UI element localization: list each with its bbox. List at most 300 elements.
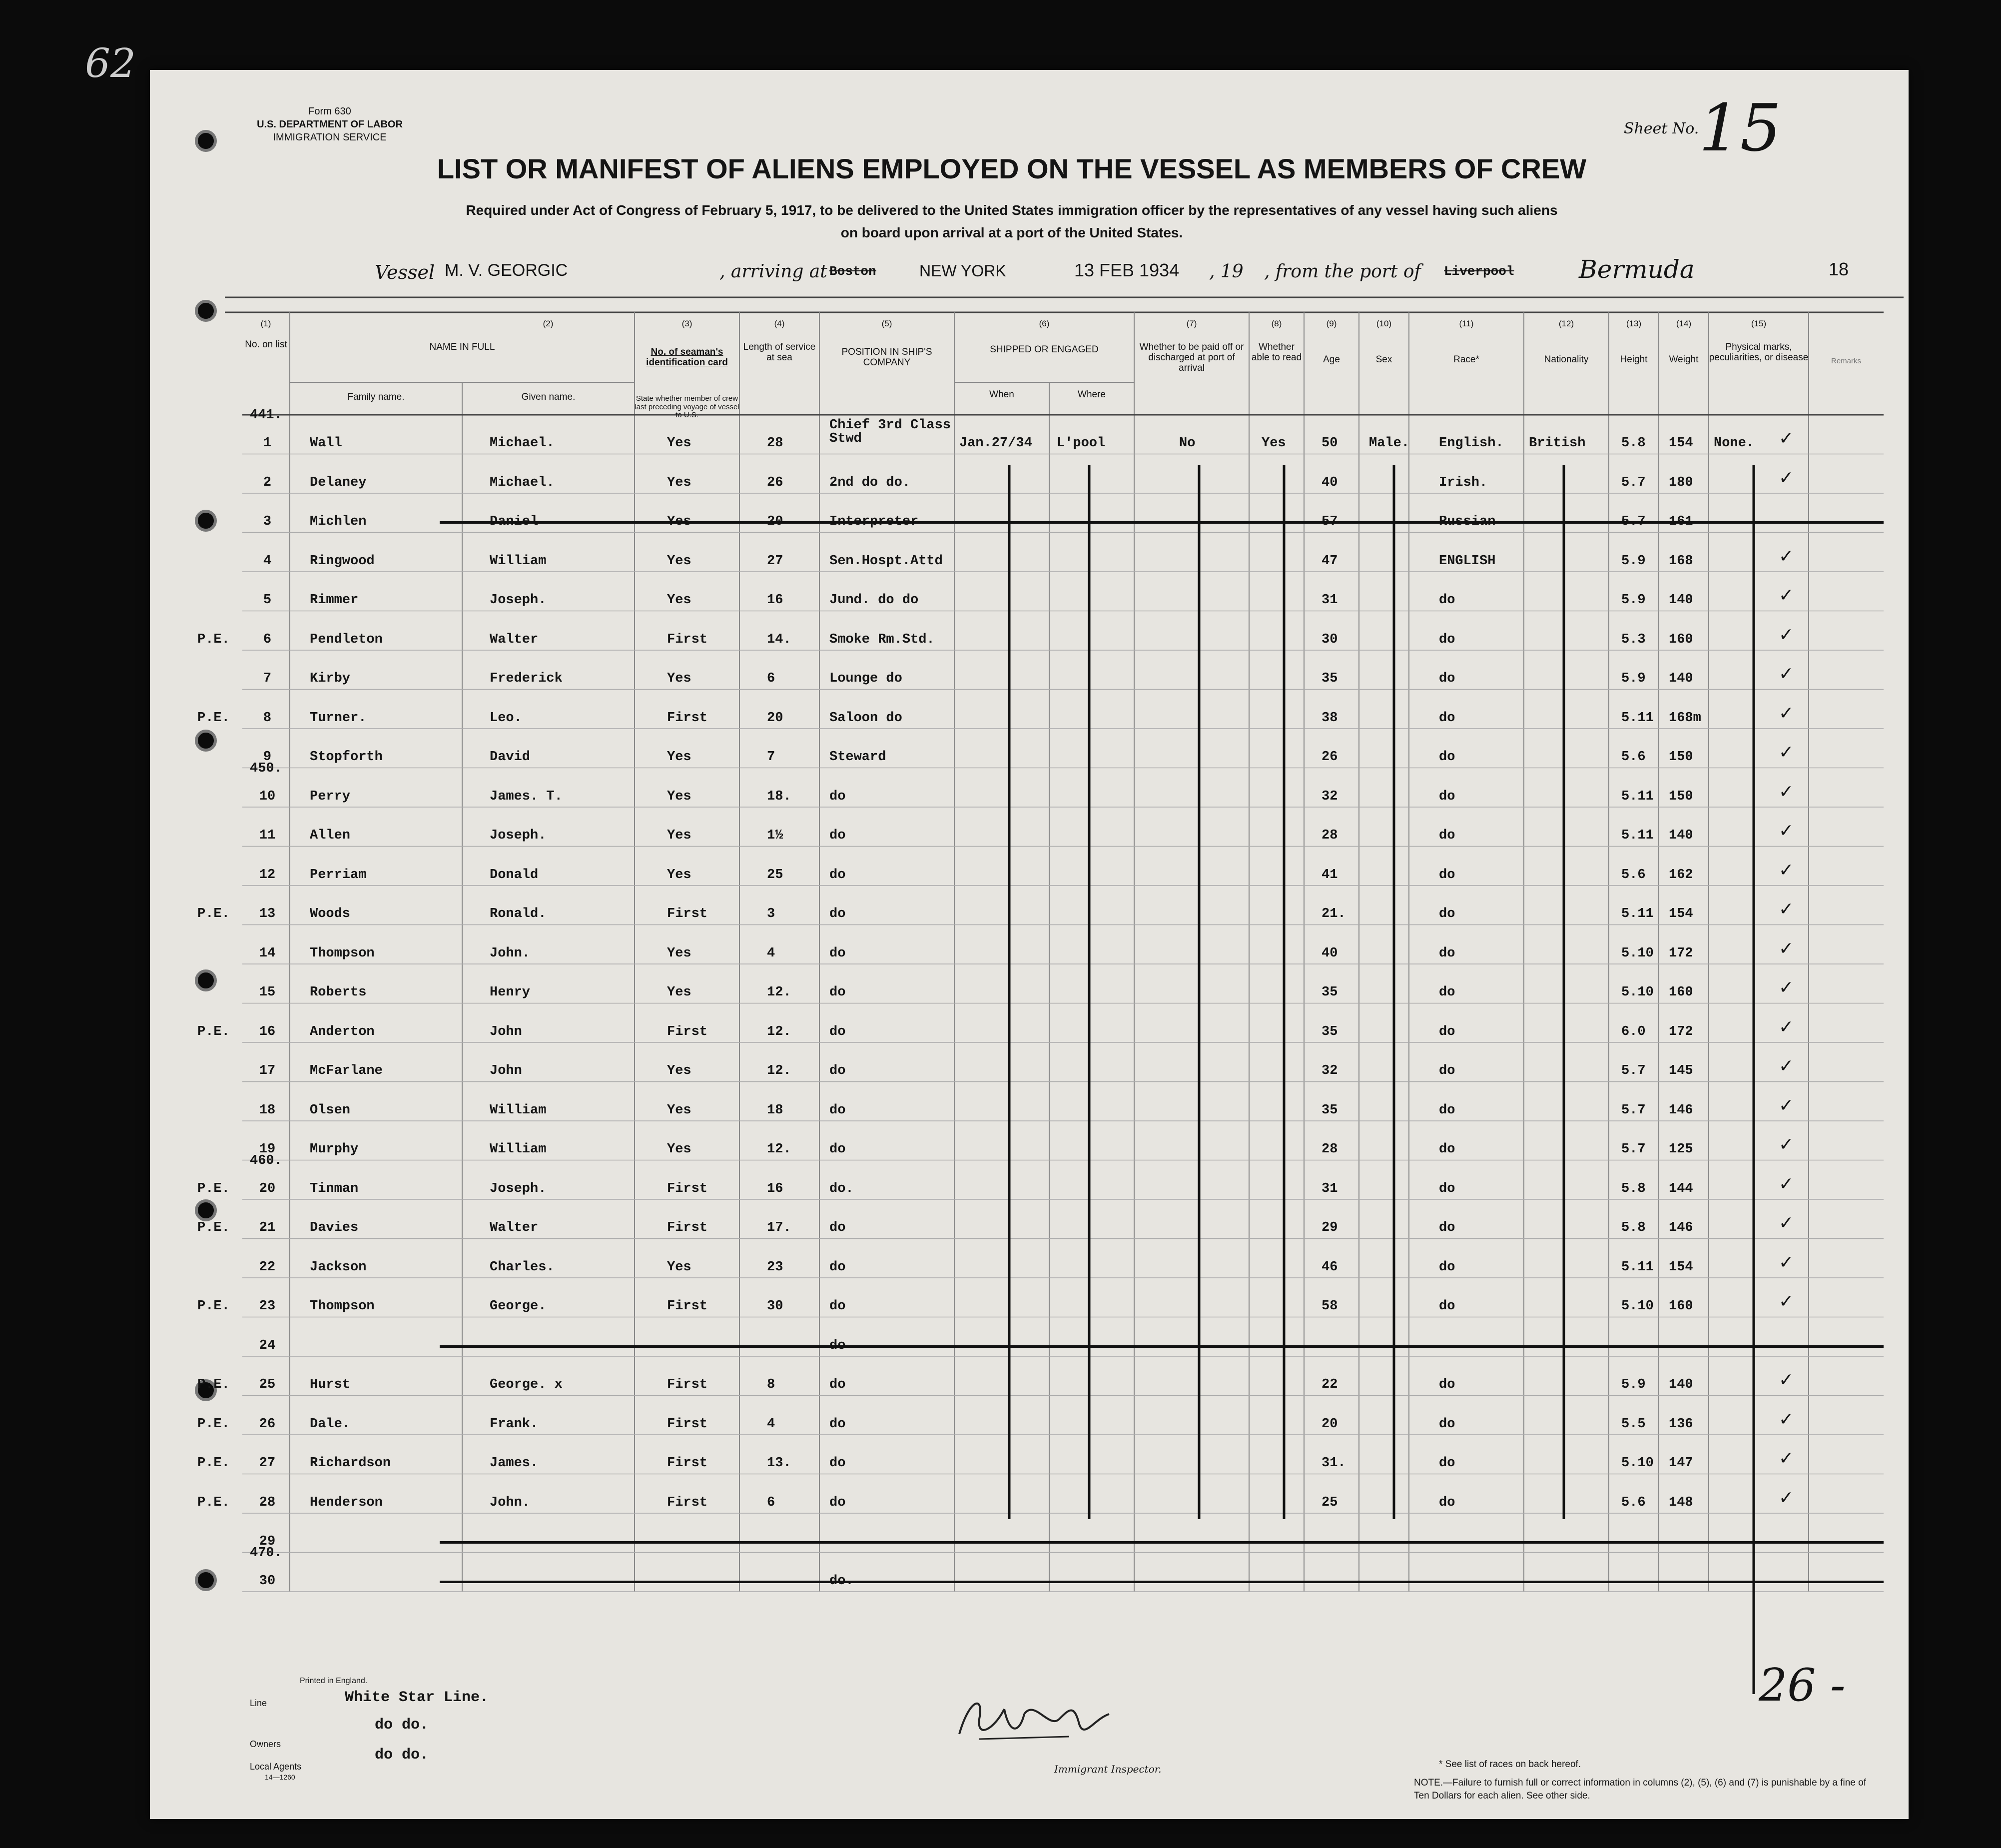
check-mark: ✓ <box>1779 1448 1794 1469</box>
table-row <box>150 761 1909 808</box>
seamans-card: First <box>667 710 708 726</box>
inspector-signature <box>949 1689 1119 1754</box>
service-length: 3 <box>767 907 775 922</box>
able-to-read: Yes <box>1262 436 1286 451</box>
table-row <box>150 886 1909 925</box>
age: 46 <box>1322 1259 1338 1275</box>
inspector-label: Immigrant Inspector. <box>1054 1763 1162 1775</box>
age: 35 <box>1322 1024 1338 1039</box>
subtitle-line2: on board upon arrival at a port of the United States. <box>840 225 1183 240</box>
paid-off: No <box>1179 436 1196 451</box>
table-row <box>150 729 1909 768</box>
age: 30 <box>1322 632 1338 647</box>
table-row <box>150 1121 1909 1160</box>
table-row <box>150 1042 1909 1082</box>
service-length: 8 <box>767 1377 775 1392</box>
header-nationality: Nationality <box>1544 354 1589 365</box>
service-length: 14. <box>767 632 791 647</box>
race: do <box>1439 1259 1455 1275</box>
height: 5.8 <box>1621 1181 1646 1196</box>
form-code: 14—1260 <box>265 1773 295 1781</box>
weight: 144 <box>1669 1181 1693 1196</box>
table-row <box>150 1474 1909 1514</box>
right-number: 18 <box>1829 259 1849 279</box>
given-name: Walter <box>490 1220 539 1235</box>
family-name: Thompson <box>310 1299 375 1314</box>
given-name: John <box>490 1024 522 1039</box>
age: 22 <box>1322 1377 1338 1392</box>
check-mark: ✓ <box>1779 1056 1794 1076</box>
seamans-card: Yes <box>667 985 691 1000</box>
strike-line <box>440 521 1884 524</box>
corner-mark: 62 <box>85 40 136 86</box>
position: do <box>829 1299 846 1314</box>
height: 5.8 <box>1621 436 1646 451</box>
seamans-card: Yes <box>667 1063 691 1078</box>
line-value: White Star Line. <box>345 1689 489 1706</box>
age: 31 <box>1322 1181 1338 1196</box>
from-port: Bermuda <box>1579 255 1695 284</box>
service-length: 1½ <box>767 828 783 843</box>
race: do <box>1439 1181 1455 1196</box>
table-row <box>150 611 1909 651</box>
check-mark: ✓ <box>1779 781 1794 802</box>
seamans-card: First <box>667 632 708 647</box>
age: 58 <box>1322 1299 1338 1314</box>
pe-mark: P.E. <box>197 1416 230 1432</box>
header-able-to-read: Whether able to read <box>1251 342 1302 363</box>
position: do <box>829 789 846 804</box>
service-length: 6 <box>767 1495 775 1510</box>
family-name: Turner. <box>310 710 367 726</box>
race: do <box>1439 789 1455 804</box>
service-length: 27 <box>767 553 783 569</box>
seamans-card: First <box>667 1220 708 1235</box>
height: 5.11 <box>1621 1259 1654 1275</box>
pe-mark: P.E. <box>197 1377 230 1392</box>
height: 5.10 <box>1621 945 1654 961</box>
service-length: 23 <box>767 1259 783 1275</box>
race: do <box>1439 1416 1455 1432</box>
race: do <box>1439 1063 1455 1078</box>
header-given-name: Given name. <box>521 392 576 402</box>
race: do <box>1439 632 1455 647</box>
given-name: William <box>490 1142 547 1157</box>
position: do <box>829 1024 846 1039</box>
service-length: 20 <box>767 710 783 726</box>
position: do <box>829 867 846 883</box>
given-name: John <box>490 1063 522 1078</box>
row-number: 30 <box>259 1573 276 1589</box>
weight: 146 <box>1669 1220 1693 1235</box>
weight: 154 <box>1669 1259 1693 1275</box>
weight: 154 <box>1669 907 1693 922</box>
seamans-card: Yes <box>667 750 691 765</box>
race: do <box>1439 907 1455 922</box>
races-note: * See list of races on back hereof. <box>1439 1759 1581 1770</box>
height: 5.6 <box>1621 867 1646 883</box>
given-name: Leo. <box>490 710 522 726</box>
service-length: 4 <box>767 1416 775 1432</box>
row-number: 2 <box>263 475 272 490</box>
seamans-card: First <box>667 1181 708 1196</box>
race: Irish. <box>1439 475 1488 490</box>
service-length: 12. <box>767 985 791 1000</box>
pe-mark: P.E. <box>197 1299 230 1314</box>
column-number: (6) <box>1039 319 1050 328</box>
column-number: (2) <box>543 319 554 328</box>
check-mark: ✓ <box>1779 1134 1794 1155</box>
header-length-service: Length of service at sea <box>743 342 816 363</box>
check-mark: ✓ <box>1779 1291 1794 1312</box>
family-name: Wall <box>310 436 342 451</box>
seamans-card: Yes <box>667 1142 691 1157</box>
given-name: Walter <box>490 632 539 647</box>
seamans-card: Yes <box>667 475 691 490</box>
column-number: (15) <box>1751 319 1767 328</box>
weight: 168 <box>1669 553 1693 569</box>
position: do <box>829 1220 846 1235</box>
family-name: Roberts <box>310 985 367 1000</box>
race: ENGLISH <box>1439 553 1496 569</box>
header-age: Age <box>1323 354 1340 365</box>
given-name: Michael. <box>490 475 555 490</box>
age: 35 <box>1322 985 1338 1000</box>
race: do <box>1439 1142 1455 1157</box>
given-name: Joseph. <box>490 828 547 843</box>
column-number: (11) <box>1459 319 1474 328</box>
family-name: Dale. <box>310 1416 351 1432</box>
given-name: George. x <box>490 1377 563 1392</box>
given-name: John. <box>490 945 531 961</box>
pe-mark: P.E. <box>197 907 230 922</box>
weight: 140 <box>1669 593 1693 608</box>
row-number: 29 <box>259 1534 276 1549</box>
check-mark: ✓ <box>1779 977 1794 998</box>
header-no-on-list: No. on list <box>245 339 287 350</box>
position: do <box>829 1416 846 1432</box>
arriving-port: NEW YORK <box>919 262 1006 280</box>
header-family-name: Family name. <box>347 392 405 402</box>
form-department: U.S. DEPARTMENT OF LABOR <box>257 119 403 130</box>
position: do <box>829 1495 846 1510</box>
header-shipped: SHIPPED OR ENGAGED <box>990 344 1099 355</box>
row-number: 4 <box>263 553 272 569</box>
seamans-card: Yes <box>667 945 691 961</box>
shipped-where: L'pool <box>1057 436 1106 451</box>
age: 38 <box>1322 710 1338 726</box>
owners-label: Owners <box>250 1739 281 1749</box>
header-seamans-card-note: State whether member of crew last preceding voyage of vessel to U.S. <box>635 394 739 419</box>
seamans-card: Yes <box>667 593 691 608</box>
column-number: (8) <box>1271 319 1282 328</box>
service-length: 16 <box>767 1181 783 1196</box>
row-number: 13 <box>259 907 276 922</box>
pe-mark: P.E. <box>197 632 230 647</box>
pe-mark: P.E. <box>197 1456 230 1471</box>
family-name: Davies <box>310 1220 359 1235</box>
agents-value: do do. <box>375 1747 429 1764</box>
position: Lounge do <box>829 671 902 686</box>
table-row <box>150 1278 1909 1317</box>
position: do <box>829 828 846 843</box>
arriving-struck: Boston <box>829 264 876 279</box>
year-label: , 19 <box>1209 261 1244 282</box>
position: do <box>829 1377 846 1392</box>
pe-mark: P.E. <box>197 1220 230 1235</box>
service-length: 13. <box>767 1456 791 1471</box>
race: do <box>1439 945 1455 961</box>
sheet-number: 15 <box>1699 90 1782 166</box>
check-mark: ✓ <box>1779 1370 1794 1390</box>
table-row <box>150 454 1909 494</box>
row-number: 9 <box>263 750 272 765</box>
seamans-card: Yes <box>667 789 691 804</box>
header-seamans-card: No. of seaman's identification card <box>646 347 728 368</box>
list-range-marker: 460. <box>250 1153 282 1168</box>
family-name: McFarlane <box>310 1063 383 1078</box>
weight: 160 <box>1669 985 1693 1000</box>
header-height: Height <box>1620 354 1648 365</box>
service-length: 7 <box>767 750 775 765</box>
column-number: (3) <box>681 319 692 328</box>
row-number: 10 <box>259 789 276 804</box>
check-mark: ✓ <box>1779 938 1794 959</box>
date-stamp: 13 FEB 1934 <box>1074 260 1180 280</box>
race: do <box>1439 1220 1455 1235</box>
strike-line <box>440 1541 1884 1544</box>
table-row <box>150 572 1909 611</box>
row-number: 6 <box>263 632 272 647</box>
binder-hole <box>195 130 217 152</box>
seamans-card: First <box>667 1377 708 1392</box>
position: Jund. do do <box>829 593 919 608</box>
age: 40 <box>1322 945 1338 961</box>
sex: Male. <box>1369 436 1410 451</box>
race: do <box>1439 985 1455 1000</box>
check-mark: ✓ <box>1779 585 1794 606</box>
header-sex: Sex <box>1375 354 1392 365</box>
row-number: 26 <box>259 1416 276 1432</box>
service-length: 18. <box>767 789 791 804</box>
given-name: Frederick <box>490 671 563 686</box>
from-label: , from the port of <box>1264 261 1421 282</box>
table-row <box>150 807 1909 847</box>
row-number: 20 <box>259 1181 276 1196</box>
race: do <box>1439 1377 1455 1392</box>
strike-line <box>440 1345 1884 1348</box>
table-row <box>150 408 1909 454</box>
race: do <box>1439 1299 1455 1314</box>
row-number: 14 <box>259 945 276 961</box>
family-name: Jackson <box>310 1259 367 1275</box>
subtitle-line1: Required under Act of Congress of February 5, 1917, to be delivered to the United States immigration officer by the representatives of any vessel having such aliens <box>466 202 1558 218</box>
height: 5.8 <box>1621 1220 1646 1235</box>
check-mark: ✓ <box>1779 546 1794 567</box>
race: do <box>1439 828 1455 843</box>
race: do <box>1439 1024 1455 1039</box>
weight: 145 <box>1669 1063 1693 1078</box>
position: do. <box>829 1181 854 1196</box>
height: 5.7 <box>1621 1063 1646 1078</box>
family-name: Kirby <box>310 671 351 686</box>
row-number: 11 <box>259 828 276 843</box>
age: 20 <box>1322 1416 1338 1432</box>
height: 5.7 <box>1621 1102 1646 1118</box>
weight: 146 <box>1669 1102 1693 1118</box>
height: 5.6 <box>1621 750 1646 765</box>
table-row <box>150 1356 1909 1396</box>
position: 2nd do do. <box>829 475 911 490</box>
race: do <box>1439 867 1455 883</box>
age: 50 <box>1322 436 1338 451</box>
service-length: 26 <box>767 475 783 490</box>
row-number: 8 <box>263 710 272 726</box>
family-name: Woods <box>310 907 351 922</box>
check-mark: ✓ <box>1779 703 1794 724</box>
seamans-card: Yes <box>667 1102 691 1118</box>
given-name: James. T. <box>490 789 563 804</box>
physical-marks: None. <box>1714 436 1755 451</box>
check-mark: ✓ <box>1779 860 1794 881</box>
given-name: Ronald. <box>490 907 547 922</box>
weight: 160 <box>1669 1299 1693 1314</box>
given-name: James. <box>490 1456 539 1471</box>
family-name: Michlen <box>310 514 367 529</box>
table-row <box>150 1396 1909 1435</box>
check-mark: ✓ <box>1779 821 1794 841</box>
seamans-card: First <box>667 1416 708 1432</box>
weight: 180 <box>1669 475 1693 490</box>
position: do <box>829 1102 846 1118</box>
check-mark: ✓ <box>1779 1487 1794 1508</box>
seamans-card: Yes <box>667 828 691 843</box>
position: do <box>829 1063 846 1078</box>
given-name: Henry <box>490 985 531 1000</box>
height: 5.10 <box>1621 985 1654 1000</box>
seamans-card: First <box>667 1024 708 1039</box>
row-number: 15 <box>259 985 276 1000</box>
seamans-card: First <box>667 1299 708 1314</box>
family-name: Hurst <box>310 1377 351 1392</box>
check-mark: ✓ <box>1779 1409 1794 1430</box>
header-where: Where <box>1078 389 1106 400</box>
position: do <box>829 907 846 922</box>
row-number: 7 <box>263 671 272 686</box>
family-name: Anderton <box>310 1024 375 1039</box>
column-number: (10) <box>1376 319 1392 328</box>
height: 5.11 <box>1621 907 1654 922</box>
check-mark: ✓ <box>1779 624 1794 645</box>
nationality: British <box>1529 436 1586 451</box>
table-row <box>150 650 1909 690</box>
agents-label: Local Agents <box>250 1762 302 1772</box>
given-name: George. <box>490 1299 547 1314</box>
printed-note: Printed in England. <box>300 1677 368 1685</box>
age: 28 <box>1322 1142 1338 1157</box>
age: 25 <box>1322 1495 1338 1510</box>
weight: 136 <box>1669 1416 1693 1432</box>
row-number: 16 <box>259 1024 276 1039</box>
weight: 140 <box>1669 1377 1693 1392</box>
service-length: 18 <box>767 1102 783 1118</box>
race: do <box>1439 1495 1455 1510</box>
table-row <box>150 493 1909 533</box>
page-mark: 26 - <box>1759 1659 1846 1712</box>
seamans-card: Yes <box>667 553 691 569</box>
family-name: Richardson <box>310 1456 391 1471</box>
weight: 168m <box>1669 710 1701 726</box>
given-name: Charles. <box>490 1259 555 1275</box>
height: 5.11 <box>1621 828 1654 843</box>
weight: 140 <box>1669 828 1693 843</box>
header-weight: Weight <box>1669 354 1699 365</box>
race: do <box>1439 1456 1455 1471</box>
family-name: Allen <box>310 828 351 843</box>
header-remarks: Remarks <box>1831 357 1861 365</box>
header-name-in-full: NAME IN FULL <box>429 342 495 352</box>
arriving-label: , arriving at <box>719 261 827 282</box>
header-race: Race* <box>1453 354 1479 365</box>
age: 35 <box>1322 1102 1338 1118</box>
family-name: Thompson <box>310 945 375 961</box>
table-row <box>150 1003 1909 1043</box>
service-length: 28 <box>767 436 783 451</box>
check-mark: ✓ <box>1779 899 1794 920</box>
header-physical-marks: Physical marks, peculiarities, or disease <box>1709 342 1809 363</box>
service-length: 12. <box>767 1024 791 1039</box>
check-mark: ✓ <box>1779 1213 1794 1233</box>
position: Steward <box>829 750 886 765</box>
list-range-marker: 441. <box>250 408 282 423</box>
weight: 162 <box>1669 867 1693 883</box>
check-mark: ✓ <box>1779 467 1794 488</box>
table-row <box>150 1317 1909 1357</box>
service-length: 6 <box>767 671 775 686</box>
height: 5.10 <box>1621 1299 1654 1314</box>
table-row <box>150 1513 1909 1553</box>
table-row <box>150 1545 1909 1592</box>
race: do <box>1439 1102 1455 1118</box>
age: 40 <box>1322 475 1338 490</box>
row-number: 1 <box>263 436 272 451</box>
family-name: Tinman <box>310 1181 359 1196</box>
given-name: William <box>490 1102 547 1118</box>
pe-mark: P.E. <box>197 1024 230 1039</box>
seamans-card: First <box>667 1495 708 1510</box>
height: 5.9 <box>1621 553 1646 569</box>
service-length: 17. <box>767 1220 791 1235</box>
service-length: 30 <box>767 1299 783 1314</box>
row-number: 19 <box>259 1142 276 1157</box>
height: 5.7 <box>1621 1142 1646 1157</box>
position: do <box>829 945 846 961</box>
height: 5.10 <box>1621 1456 1654 1471</box>
height: 5.11 <box>1621 789 1654 804</box>
given-name: David <box>490 750 531 765</box>
family-name: Stopforth <box>310 750 383 765</box>
table-row <box>150 1239 1909 1278</box>
vessel-name: M. V. GEORGIC <box>445 261 568 280</box>
family-name: Perriam <box>310 867 367 883</box>
race: English. <box>1439 436 1504 451</box>
fine-note: NOTE.—Failure to furnish full or correct information in columns (2), (5), (6) and (7) is punishable by a fine of Ten Dollars for each alien. See other side. <box>1414 1778 1866 1801</box>
from-struck: Liverpool <box>1444 264 1514 279</box>
service-length: 25 <box>767 867 783 883</box>
header-paid-off: Whether to be paid off or discharged at port of arrival <box>1139 342 1244 373</box>
row-number: 22 <box>259 1259 276 1275</box>
column-number: (9) <box>1326 319 1337 328</box>
